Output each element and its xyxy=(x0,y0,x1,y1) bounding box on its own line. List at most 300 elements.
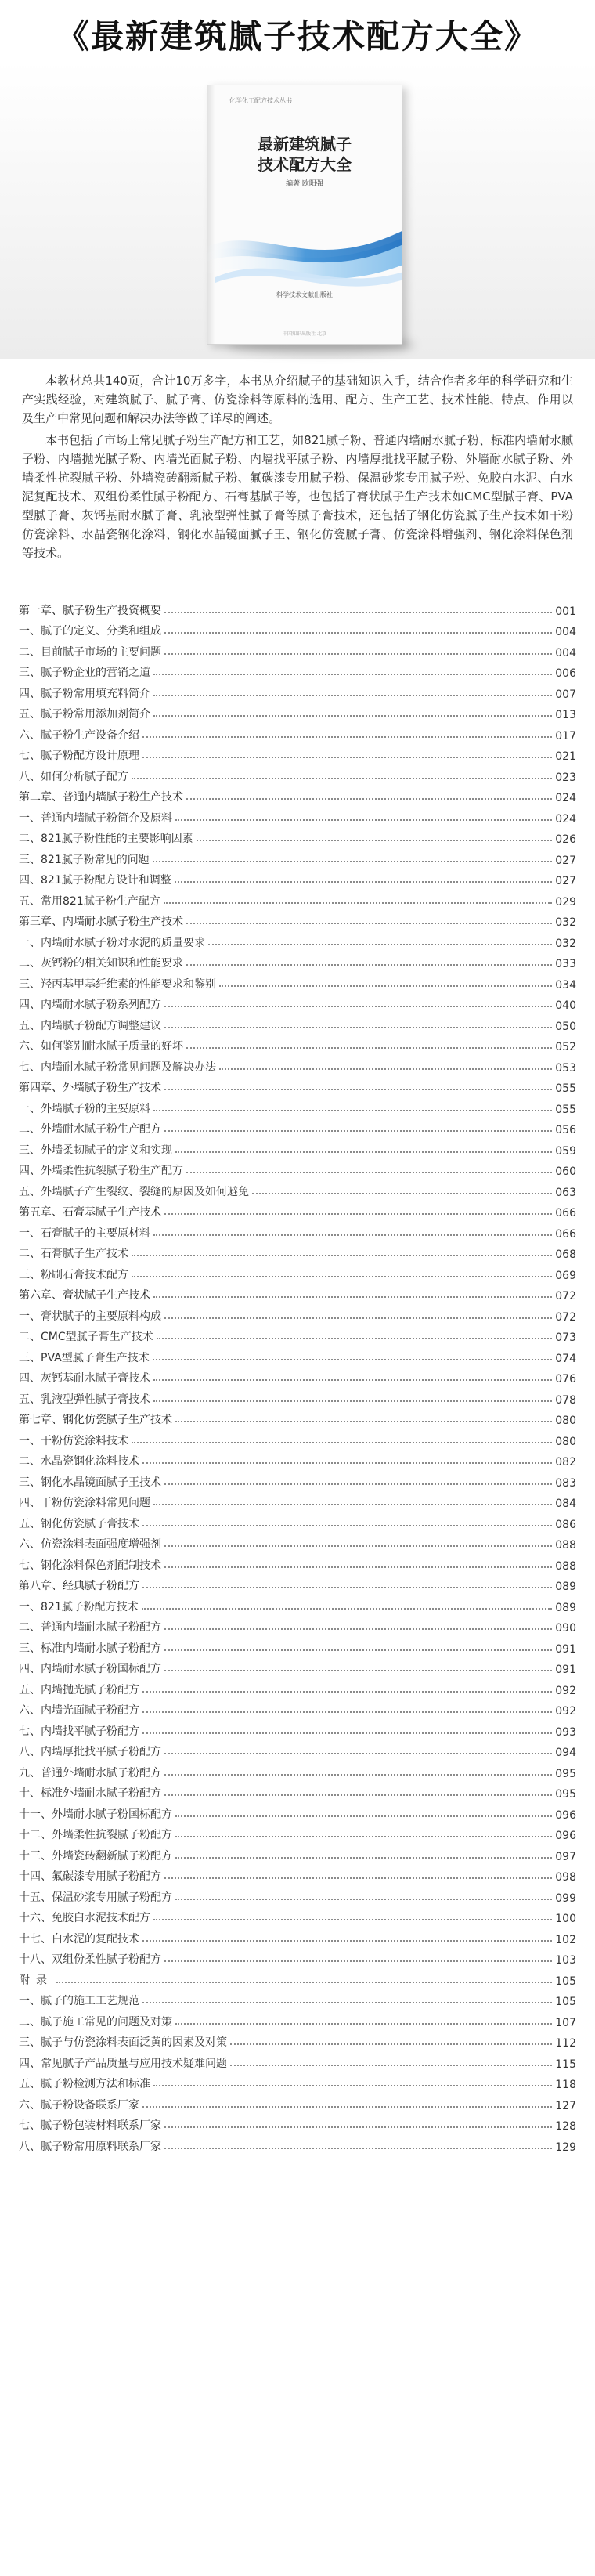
table-of-contents xyxy=(19,597,576,2154)
toc-row xyxy=(19,1365,576,1386)
toc-leader-dots xyxy=(175,1815,552,1817)
toc-row xyxy=(19,992,576,1013)
intro-text xyxy=(22,371,573,565)
toc-leader-dots xyxy=(186,1172,552,1173)
toc-label: 一、干粉仿瓷涂料技术 xyxy=(19,1434,128,1447)
toc-label: 五、常用821腻子粉生产配方 xyxy=(19,894,160,908)
toc-label: 第七章、钢化仿瓷腻子生产技术 xyxy=(19,1414,172,1426)
toc-page-number: 103 xyxy=(555,1954,576,1967)
toc-label: 四、灰钙基耐水腻子膏技术 xyxy=(19,1372,150,1385)
toc-row xyxy=(19,1676,576,1697)
toc-row xyxy=(19,1116,576,1137)
toc-leader-dots xyxy=(164,1794,552,1796)
toc-page-number: 107 xyxy=(555,2016,576,2029)
toc-leader-dots xyxy=(164,1670,552,1671)
toc-label: 八、内墙厚批找平腻子粉配方 xyxy=(19,1746,161,1758)
toc-chapter-row xyxy=(19,1075,576,1096)
page-title: 《最新建筑腻子技术配方大全》 xyxy=(56,17,539,56)
toc-label: 五、钢化仿瓷腻子膏技术 xyxy=(19,1517,139,1530)
toc-leader-dots xyxy=(164,1317,552,1319)
book-title-line1: 最新建筑腻子 xyxy=(258,135,352,154)
toc-label: 八、腻子粉常用原料联系厂家 xyxy=(19,2140,161,2153)
toc-page-number: 072 xyxy=(555,1310,576,1324)
toc-chapter-row xyxy=(19,1199,576,1220)
toc-row xyxy=(19,1053,576,1075)
toc-leader-dots xyxy=(175,2023,552,2025)
toc-label: 第一章、腻子粉生产投资概要 xyxy=(19,604,161,617)
toc-page-number: 098 xyxy=(555,1871,576,1884)
toc-row xyxy=(19,1012,576,1033)
toc-page-number: 056 xyxy=(555,1124,576,1136)
toc-leader-dots xyxy=(164,1006,552,1007)
toc-appendix-row xyxy=(19,1967,576,1988)
toc-label: 一、石膏腻子的主要原材料 xyxy=(19,1227,150,1240)
toc-leader-dots xyxy=(142,1732,552,1734)
toc-row xyxy=(19,2029,576,2050)
toc-label: 四、常见腻子产品质量与应用技术疑难问题 xyxy=(19,2057,227,2070)
toc-row xyxy=(19,1178,576,1199)
toc-leader-dots xyxy=(175,1857,552,1859)
toc-page-number: 128 xyxy=(555,2120,576,2133)
toc-leader-dots xyxy=(230,2065,552,2066)
toc-page-number: 001 xyxy=(555,605,576,618)
toc-chapter-row xyxy=(19,1282,576,1303)
toc-page-number: 055 xyxy=(555,1103,576,1116)
toc-label: 三、腻子与仿瓷涂料表面泛黄的因素及对策 xyxy=(19,2036,227,2049)
toc-row xyxy=(19,638,576,659)
toc-leader-dots xyxy=(164,1774,552,1776)
toc-page-number: 127 xyxy=(555,2099,576,2112)
toc-row xyxy=(19,1946,576,1967)
toc-page-number: 091 xyxy=(555,1664,576,1676)
toc-leader-dots xyxy=(230,2043,552,2045)
toc-leader-dots xyxy=(56,1982,552,1983)
toc-row xyxy=(19,1219,576,1241)
toc-leader-dots xyxy=(142,1711,552,1713)
toc-leader-dots xyxy=(153,1296,552,1298)
toc-row xyxy=(19,659,576,681)
toc-page-number: 027 xyxy=(555,854,576,867)
toc-page-number: 060 xyxy=(555,1165,576,1178)
toc-page-number: 059 xyxy=(555,1144,576,1158)
toc-label: 一、内墙耐水腻子粉对水泥的质量要求 xyxy=(19,936,205,949)
toc-page-number: 115 xyxy=(555,2058,576,2071)
toc-page-number: 112 xyxy=(555,2037,576,2050)
toc-label: 第三章、内墙耐水腻子粉生产技术 xyxy=(19,916,183,928)
toc-row xyxy=(19,887,576,909)
toc-row xyxy=(19,742,576,764)
toc-label: 三、腻子粉企业的营销之道 xyxy=(19,667,150,679)
toc-page-number: 032 xyxy=(555,937,576,950)
toc-page-number: 096 xyxy=(555,1830,576,1842)
toc-label: 六、如何鉴别耐水腻子质量的好坏 xyxy=(19,1040,183,1053)
toc-label: 七、内墙找平腻子粉配方 xyxy=(19,1725,139,1738)
toc-label: 七、腻子粉配方设计原理 xyxy=(19,750,139,762)
toc-leader-dots xyxy=(142,1587,552,1588)
toc-leader-dots xyxy=(252,1193,552,1194)
toc-label: 二、水晶瓷钢化涂料技术 xyxy=(19,1455,139,1468)
toc-page-number: 053 xyxy=(555,1061,576,1075)
toc-page-number: 024 xyxy=(555,812,576,826)
toc-chapter-row xyxy=(19,597,576,618)
toc-label: 三、821腻子粉常见的问题 xyxy=(19,853,150,866)
toc-row xyxy=(19,2112,576,2133)
toc-label: 二、腻子施工常见的问题及对策 xyxy=(19,2015,172,2029)
toc-label: 二、外墙耐水腻子粉生产配方 xyxy=(19,1123,161,1136)
toc-row xyxy=(19,1635,576,1656)
toc-page-number: 086 xyxy=(555,1518,576,1531)
toc-leader-dots xyxy=(142,736,552,738)
toc-leader-dots xyxy=(164,632,552,634)
toc-page-number: 055 xyxy=(555,1082,576,1095)
toc-label: 第五章、石膏基腻子生产技术 xyxy=(19,1206,161,1219)
toc-page-number: 083 xyxy=(555,1476,576,1490)
toc-page-number: 033 xyxy=(555,958,576,970)
toc-label: 七、内墙耐水腻子粉常见问题及解决办法 xyxy=(19,1060,216,1074)
toc-label: 十八、双组份柔性腻子粉配方 xyxy=(19,1953,161,1966)
toc-label: 十、标准外墙耐水腻子粉配方 xyxy=(19,1787,161,1800)
toc-leader-dots xyxy=(142,1462,552,1464)
toc-row xyxy=(19,1842,576,1863)
toc-leader-dots xyxy=(153,861,553,862)
toc-page-number: 094 xyxy=(555,1747,576,1759)
toc-leader-dots xyxy=(153,1359,553,1360)
toc-page-number: 102 xyxy=(555,1933,576,1946)
toc-leader-dots xyxy=(142,2106,552,2108)
toc-label: 十二、外墙柔性抗裂腻子粉配方 xyxy=(19,1829,172,1841)
toc-leader-dots xyxy=(132,1276,552,1277)
toc-page-number: 017 xyxy=(555,729,576,742)
toc-label: 一、膏状腻子的主要原料构成 xyxy=(19,1310,161,1323)
toc-page-number: 100 xyxy=(555,1913,576,1925)
toc-leader-dots xyxy=(164,902,553,904)
toc-row xyxy=(19,1925,576,1946)
toc-leader-dots xyxy=(153,695,552,696)
toc-leader-dots xyxy=(164,1566,552,1568)
toc-leader-dots xyxy=(132,1255,552,1256)
toc-row xyxy=(19,1759,576,1780)
toc-label: 一、821腻子粉配方技术 xyxy=(19,1600,139,1613)
toc-row xyxy=(19,1241,576,1262)
toc-page-number: 073 xyxy=(555,1331,576,1344)
toc-row xyxy=(19,618,576,639)
book-author: 编著 欧阳强 xyxy=(286,180,323,188)
toc-label: 四、干粉仿瓷涂料常见问题 xyxy=(19,1497,150,1509)
book-publisher: 科学技术文献出版社 xyxy=(276,291,333,298)
toc-label: 附录 xyxy=(19,1974,53,1987)
toc-page-number: 089 xyxy=(555,1601,576,1614)
toc-page-number: 029 xyxy=(555,895,576,909)
toc-row xyxy=(19,970,576,992)
toc-leader-dots xyxy=(132,1442,552,1443)
toc-leader-dots xyxy=(186,923,552,924)
toc-page-number: 066 xyxy=(555,1227,576,1241)
toc-leader-dots xyxy=(157,1338,553,1339)
toc-leader-dots xyxy=(164,1130,552,1132)
toc-label: 七、钢化涂料保色剂配制技术 xyxy=(19,1559,161,1572)
toc-label: 八、如何分析腻子配方 xyxy=(19,770,128,783)
toc-row xyxy=(19,1344,576,1365)
toc-page-number: 099 xyxy=(555,1891,576,1905)
toc-row xyxy=(19,2050,576,2071)
toc-leader-dots xyxy=(153,2085,552,2086)
toc-row xyxy=(19,1718,576,1739)
toc-page-number: 023 xyxy=(555,771,576,784)
toc-chapter-row xyxy=(19,1573,576,1594)
toc-leader-dots xyxy=(142,1608,553,1610)
toc-page-number: 118 xyxy=(555,2079,576,2091)
toc-page-number: 084 xyxy=(555,1498,576,1510)
toc-page-number: 093 xyxy=(555,1725,576,1739)
toc-row xyxy=(19,1552,576,1573)
toc-label: 十三、外墙瓷砖翻新腻子粉配方 xyxy=(19,1849,172,1862)
toc-label: 六、腻子粉设备联系厂家 xyxy=(19,2098,139,2112)
toc-label: 五、外墙腻子产生裂纹、裂缝的原因及如何避免 xyxy=(19,1185,249,1198)
toc-label: 五、内墙腻子粉配方调整建议 xyxy=(19,1019,161,1032)
toc-leader-dots xyxy=(153,1379,552,1381)
toc-page-number: 092 xyxy=(555,1705,576,1718)
toc-label: 第二章、普通内墙腻子粉生产技术 xyxy=(19,791,183,804)
toc-row xyxy=(19,1427,576,1448)
toc-page-number: 091 xyxy=(555,1642,576,1656)
toc-label: 三、钢化水晶镜面腻子王技术 xyxy=(19,1476,161,1489)
toc-leader-dots xyxy=(153,1919,552,1920)
toc-page-number: 034 xyxy=(555,978,576,992)
toc-label: 五、腻子粉检测方法和标准 xyxy=(19,2078,150,2090)
toc-leader-dots xyxy=(142,1691,552,1693)
toc-leader-dots xyxy=(175,1899,552,1900)
toc-row xyxy=(19,680,576,701)
toc-page-number: 092 xyxy=(555,1684,576,1697)
toc-label: 二、CMC型腻子膏生产技术 xyxy=(19,1331,153,1343)
toc-label: 二、普通内墙耐水腻子粉配方 xyxy=(19,1621,161,1634)
toc-row xyxy=(19,1822,576,1843)
toc-row xyxy=(19,2133,576,2154)
toc-row xyxy=(19,1386,576,1407)
toc-page-number: 105 xyxy=(555,1974,576,1988)
toc-page-number: 004 xyxy=(555,626,576,638)
toc-row xyxy=(19,1448,576,1469)
toc-label: 四、内墙耐水腻子粉系列配方 xyxy=(19,999,161,1011)
toc-row xyxy=(19,1801,576,1822)
toc-page-number: 040 xyxy=(555,999,576,1012)
toc-leader-dots xyxy=(153,1504,552,1505)
toc-leader-dots xyxy=(219,985,552,987)
toc-leader-dots xyxy=(186,1047,552,1049)
toc-leader-dots xyxy=(164,1089,552,1090)
toc-page-number: 080 xyxy=(555,1414,576,1427)
toc-label: 一、腻子的定义、分类和组成 xyxy=(19,625,161,638)
toc-page-number: 096 xyxy=(555,1808,576,1822)
toc-leader-dots xyxy=(175,1151,552,1153)
toc-leader-dots xyxy=(164,1753,552,1754)
toc-label: 一、外墙腻子粉的主要原料 xyxy=(19,1102,150,1115)
toc-page-number: 072 xyxy=(555,1290,576,1302)
toc-leader-dots xyxy=(164,1483,552,1485)
toc-leader-dots xyxy=(164,1213,552,1215)
toc-page-number: 013 xyxy=(555,709,576,721)
toc-leader-dots xyxy=(186,964,552,966)
toc-row xyxy=(19,1095,576,1116)
toc-label: 十七、白水泥的复配技术 xyxy=(19,1932,139,1946)
toc-page-number: 095 xyxy=(555,1788,576,1801)
toc-page-number: 082 xyxy=(555,1456,576,1469)
toc-label: 三、羟丙基甲基纤维素的性能要求和鉴别 xyxy=(19,977,216,991)
toc-page-number: 105 xyxy=(555,1996,576,2008)
toc-page-number: 004 xyxy=(555,646,576,659)
toc-leader-dots xyxy=(153,1234,552,1236)
toc-row xyxy=(19,1780,576,1801)
toc-row xyxy=(19,1656,576,1677)
toc-row xyxy=(19,1261,576,1282)
book-title xyxy=(207,134,402,175)
toc-row xyxy=(19,1593,576,1614)
toc-row xyxy=(19,1988,576,2009)
toc-page-number: 068 xyxy=(555,1248,576,1261)
toc-page-number: 076 xyxy=(555,1373,576,1386)
toc-leader-dots xyxy=(175,1421,552,1422)
intro-paragraph: 本教材总共140页，合计10万多字，本书从介绍腻子的基础知识入手，结合作者多年的科学研究和生产实践经验，对建筑腻子、腻子膏、仿瓷涂料等原料的选用、配方、生产工艺、技术性能、特点、作用以及生产中常见问题和解决办法等做了详尽的阐述。 xyxy=(22,374,573,425)
toc-row xyxy=(19,1510,576,1531)
toc-leader-dots xyxy=(164,1649,552,1651)
toc-leader-dots xyxy=(164,1960,552,1962)
toc-leader-dots xyxy=(164,1877,552,1879)
toc-row xyxy=(19,1490,576,1511)
toc-leader-dots xyxy=(153,1400,552,1402)
toc-row xyxy=(19,1905,576,1926)
toc-row xyxy=(19,1531,576,1552)
book-series: 化学化工配方技术丛书 xyxy=(229,97,292,104)
toc-page-number: 066 xyxy=(555,1207,576,1219)
book-footer: 中国知识出版社 北京 xyxy=(283,331,326,337)
toc-row xyxy=(19,950,576,971)
toc-page-number: 032 xyxy=(555,916,576,929)
toc-label: 九、普通外墙耐水腻子粉配方 xyxy=(19,1766,161,1779)
toc-page-number: 080 xyxy=(555,1435,576,1448)
toc-page-number: 129 xyxy=(555,2141,576,2154)
toc-row xyxy=(19,701,576,722)
toc-leader-dots xyxy=(142,1525,552,1526)
toc-label: 五、内墙抛光腻子粉配方 xyxy=(19,1683,139,1696)
toc-page-number: 026 xyxy=(555,833,576,846)
toc-leader-dots xyxy=(175,1836,552,1837)
toc-page-number: 078 xyxy=(555,1393,576,1407)
toc-row xyxy=(19,826,576,847)
toc-leader-dots xyxy=(142,757,552,758)
toc-leader-dots xyxy=(175,881,553,883)
book-title-line2: 技术配方大全 xyxy=(258,155,352,174)
toc-page-number: 050 xyxy=(555,1020,576,1033)
toc-label: 四、内墙耐水腻子粉国标配方 xyxy=(19,1663,161,1675)
toc-page-number: 024 xyxy=(555,792,576,804)
toc-label: 三、外墙柔韧腻子的定义和实现 xyxy=(19,1143,172,1157)
toc-row xyxy=(19,867,576,888)
toc-leader-dots xyxy=(186,798,552,800)
toc-page-number: 074 xyxy=(555,1352,576,1365)
toc-page-number: 095 xyxy=(555,1767,576,1780)
toc-label: 十六、免胶白水泥技术配方 xyxy=(19,1912,150,1924)
toc-leader-dots xyxy=(175,819,552,821)
toc-page-number: 089 xyxy=(555,1581,576,1593)
toc-leader-dots xyxy=(164,653,552,655)
toc-label: 四、821腻子粉配方设计和调整 xyxy=(19,874,171,887)
toc-page-number: 090 xyxy=(555,1622,576,1635)
toc-row xyxy=(19,721,576,742)
toc-row xyxy=(19,2071,576,2092)
toc-chapter-row xyxy=(19,909,576,930)
toc-label: 三、粉刷石膏技术配方 xyxy=(19,1268,128,1281)
toc-row xyxy=(19,1697,576,1718)
toc-leader-dots xyxy=(132,778,552,779)
toc-row xyxy=(19,2008,576,2029)
toc-row xyxy=(19,1739,576,1760)
toc-page-number: 063 xyxy=(555,1186,576,1199)
toc-label: 第八章、经典腻子粉配方 xyxy=(19,1580,139,1592)
toc-label: 三、标准内墙耐水腻子粉配方 xyxy=(19,1642,161,1655)
toc-label: 第六章、膏状腻子生产技术 xyxy=(19,1289,150,1302)
toc-label: 四、腻子粉常用填充料简介 xyxy=(19,687,150,700)
toc-label: 二、821腻子粉性能的主要影响因素 xyxy=(19,833,193,845)
toc-leader-dots xyxy=(164,2148,552,2149)
toc-label: 五、乳液型弹性腻子膏技术 xyxy=(19,1393,150,1406)
toc-page-number: 052 xyxy=(555,1041,576,1053)
toc-row xyxy=(19,1614,576,1635)
toc-leader-dots xyxy=(164,1027,552,1028)
toc-row xyxy=(19,1158,576,1179)
toc-leader-dots xyxy=(153,674,552,675)
intro-paragraph: 本书包括了市场上常见腻子粉生产配方和工艺，如821腻子粉、普通内墙耐水腻子粉、标准内墙耐水腻子粉、内墙抛光腻子粉、内墙光面腻子粉、内墙找平腻子粉、内墙厚批找平腻子粉、外墙耐水腻子粉、外墙柔性抗裂腻子粉、外墙瓷砖翻新腻子粉、氟碳漆专用腻子粉、保温砂浆专用腻子粉、免胶白水泥、白水泥复配技术、双组份柔性腻子粉配方、石膏基腻子等，也包括了膏状腻子生产技术如CMC型腻子膏、PVA型腻子膏、灰钙基耐水腻子膏、乳液型弹性腻子膏等腻子膏技术，还包括了钢化仿瓷腻子生产技术如干粉仿瓷涂料、水晶瓷钢化涂料、钢化水晶镜面腻子王、钢化仿瓷腻子膏、仿瓷涂料增强剂、钢化涂料保色剂等技术。 xyxy=(22,433,573,560)
toc-page-number: 027 xyxy=(555,875,576,887)
toc-page-number: 088 xyxy=(555,1559,576,1573)
toc-label: 四、外墙柔性抗裂腻子粉生产配方 xyxy=(19,1165,183,1177)
toc-leader-dots xyxy=(142,2002,552,2003)
toc-page-number: 006 xyxy=(555,667,576,680)
toc-label: 二、石膏腻子生产技术 xyxy=(19,1248,128,1260)
toc-leader-dots xyxy=(208,944,552,945)
toc-label: 六、内墙光面腻子粉配方 xyxy=(19,1704,139,1717)
toc-leader-dots xyxy=(219,1068,552,1070)
toc-row xyxy=(19,846,576,867)
book-cover xyxy=(207,85,402,345)
toc-row xyxy=(19,1136,576,1158)
toc-row xyxy=(19,929,576,950)
toc-page-number: 007 xyxy=(555,688,576,701)
toc-leader-dots xyxy=(153,1110,552,1111)
toc-row xyxy=(19,804,576,826)
toc-leader-dots xyxy=(164,2126,552,2128)
toc-label: 五、腻子粉常用添加剂简介 xyxy=(19,708,150,721)
toc-page-number: 069 xyxy=(555,1269,576,1282)
toc-row xyxy=(19,763,576,784)
toc-chapter-row xyxy=(19,784,576,805)
toc-label: 十四、氟碳漆专用腻子粉配方 xyxy=(19,1870,161,1883)
toc-chapter-row xyxy=(19,1407,576,1428)
toc-page-number: 097 xyxy=(555,1850,576,1863)
toc-leader-dots xyxy=(153,715,552,717)
toc-row xyxy=(19,1324,576,1345)
toc-row xyxy=(19,1033,576,1054)
toc-label: 一、腻子的施工工艺规范 xyxy=(19,1995,139,2007)
toc-label: 六、仿瓷涂料表面强度增强剂 xyxy=(19,1538,161,1551)
toc-label: 六、腻子粉生产设备介绍 xyxy=(19,728,139,742)
toc-leader-dots xyxy=(197,840,553,841)
toc-page-number: 021 xyxy=(555,750,576,763)
toc-row xyxy=(19,1884,576,1905)
toc-row xyxy=(19,1469,576,1490)
toc-page-number: 088 xyxy=(555,1539,576,1552)
toc-row xyxy=(19,1863,576,1884)
toc-leader-dots xyxy=(164,1545,552,1547)
